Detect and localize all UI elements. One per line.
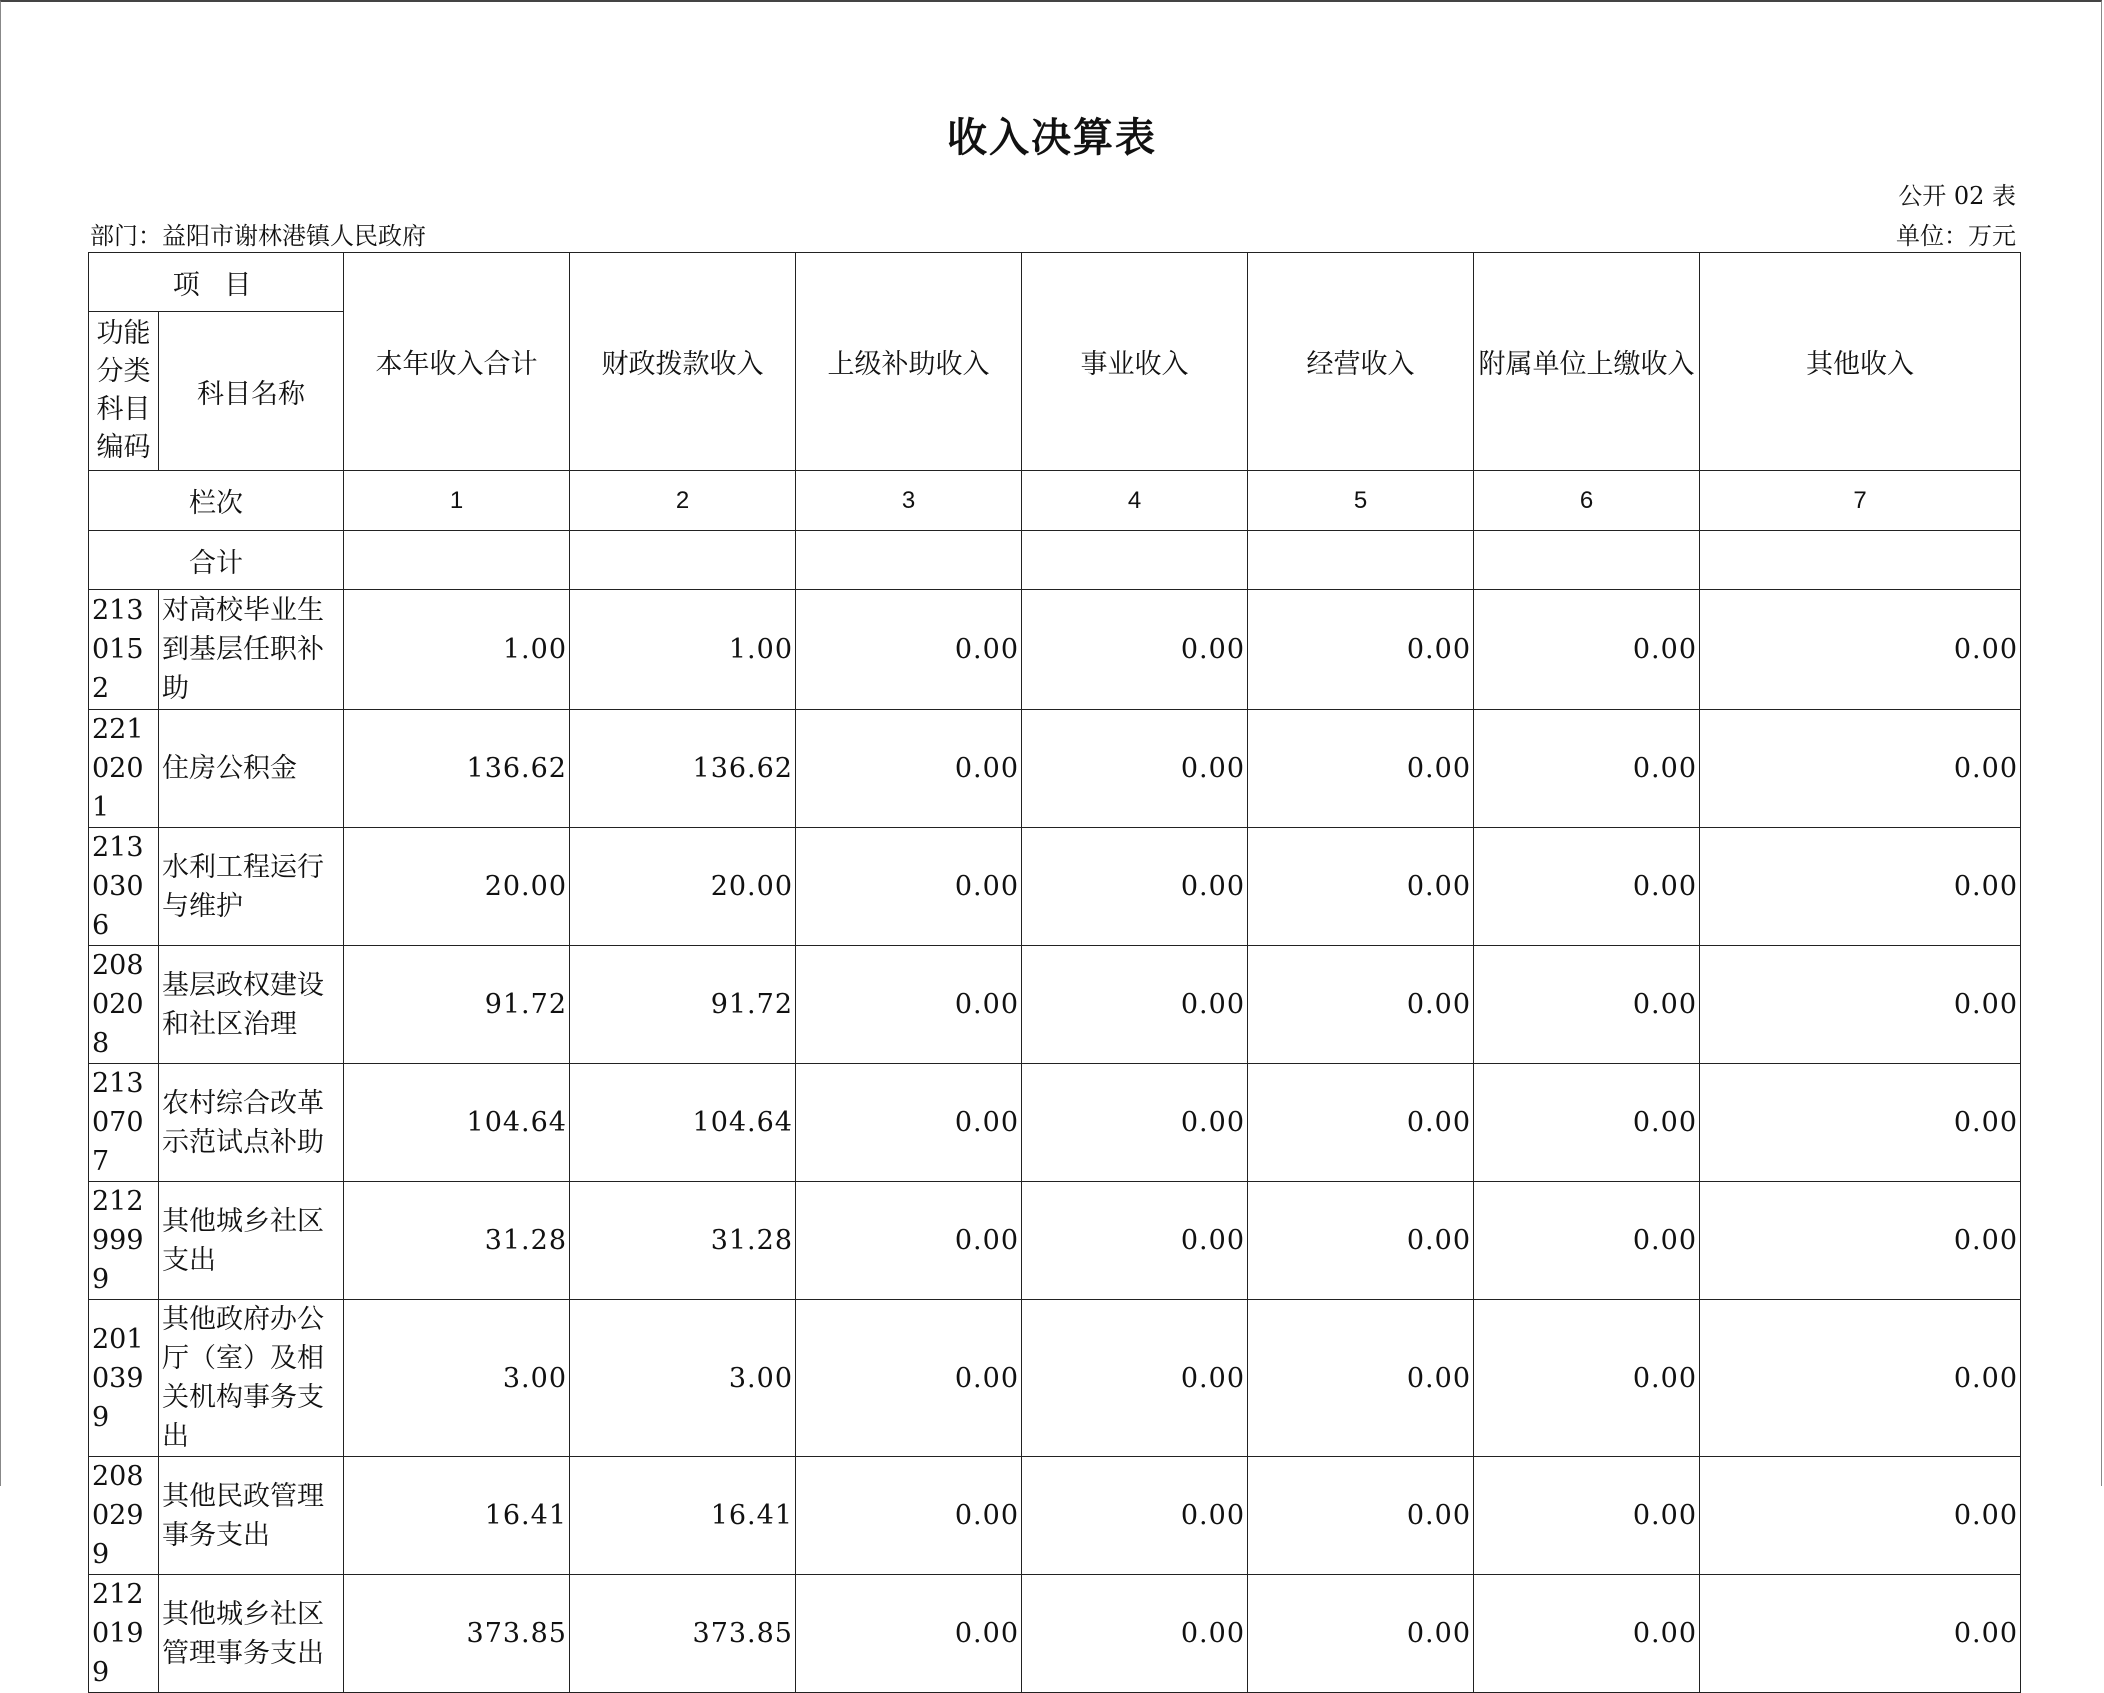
column-header: 事业收入: [1022, 253, 1248, 471]
subject-code: 2010399: [89, 1300, 159, 1457]
amount-cell: 0.00: [1474, 1300, 1700, 1457]
total-cell: [796, 531, 1022, 590]
amount-cell: 0.00: [1700, 710, 2021, 828]
amount-cell: 0.00: [1022, 946, 1248, 1064]
amount-cell: 0.00: [1700, 590, 2021, 710]
amount-cell: 20.00: [570, 828, 796, 946]
table-row: [89, 1300, 2021, 1457]
amount-cell: 0.00: [1248, 1064, 1474, 1182]
subject-code: 2080208: [89, 946, 159, 1064]
amount-cell: 0.00: [1022, 1575, 1248, 1693]
amount-cell: 0.00: [1022, 1457, 1248, 1575]
table-row: [89, 828, 2021, 946]
amount-cell: 0.00: [1700, 828, 2021, 946]
amount-cell: 0.00: [1474, 1064, 1700, 1182]
amount-cell: 16.41: [344, 1457, 570, 1575]
column-header: 经营收入: [1248, 253, 1474, 471]
column-header: 本年收入合计: [344, 253, 570, 471]
subject-code: 2210201: [89, 710, 159, 828]
amount-cell: 373.85: [570, 1575, 796, 1693]
subject-code: 2130152: [89, 590, 159, 710]
total-cell: [1474, 531, 1700, 590]
amount-cell: 104.64: [570, 1064, 796, 1182]
table-row: [89, 1182, 2021, 1300]
income-table: [88, 252, 2021, 1693]
amount-cell: 0.00: [796, 946, 1022, 1064]
code-header: 功能分类科目编码: [89, 312, 159, 471]
amount-cell: 0.00: [1022, 590, 1248, 710]
page-title: 收入决算表: [947, 114, 1157, 161]
department-line: [90, 216, 426, 251]
table-row: [89, 590, 2021, 710]
index-cell: 5: [1248, 471, 1474, 531]
unit-label: 单位：: [1896, 222, 1968, 250]
amount-cell: 0.00: [1022, 1064, 1248, 1182]
amount-cell: 0.00: [1474, 828, 1700, 946]
table-row: [89, 710, 2021, 828]
subject-name: 基层政权建设和社区治理: [159, 946, 344, 1064]
amount-cell: 91.72: [344, 946, 570, 1064]
amount-cell: 0.00: [1248, 1300, 1474, 1457]
name-header: 科目名称: [159, 312, 344, 471]
total-cell: [1700, 531, 2021, 590]
table-row: [89, 1575, 2021, 1693]
amount-cell: 136.62: [570, 710, 796, 828]
subject-name: 其他政府办公厅（室）及相关机构事务支出: [159, 1300, 344, 1457]
amount-cell: 0.00: [1700, 1064, 2021, 1182]
amount-cell: 0.00: [1248, 710, 1474, 828]
table-row: [89, 1064, 2021, 1182]
total-cell: [1022, 531, 1248, 590]
department-label: 部门：: [90, 222, 162, 250]
amount-cell: 0.00: [796, 1182, 1022, 1300]
project-header-label: 项 目: [172, 269, 260, 301]
amount-cell: 0.00: [1248, 1182, 1474, 1300]
amount-cell: 1.00: [344, 590, 570, 710]
amount-cell: 3.00: [570, 1300, 796, 1457]
amount-cell: 16.41: [570, 1457, 796, 1575]
subject-code: 2120199: [89, 1575, 159, 1693]
unit-value: 万元: [1968, 222, 2016, 250]
index-cell: 3: [796, 471, 1022, 531]
column-header: 上级补助收入: [796, 253, 1022, 471]
amount-cell: 31.28: [344, 1182, 570, 1300]
amount-cell: 0.00: [1248, 590, 1474, 710]
subject-name: 水利工程运行与维护: [159, 828, 344, 946]
subject-name: 农村综合改革示范试点补助: [159, 1064, 344, 1182]
column-header: 其他收入: [1700, 253, 2021, 471]
total-cell: [344, 531, 570, 590]
amount-cell: 0.00: [1022, 828, 1248, 946]
amount-cell: 0.00: [796, 828, 1022, 946]
subject-name: 其他城乡社区管理事务支出: [159, 1575, 344, 1693]
subject-name: 其他城乡社区支出: [159, 1182, 344, 1300]
amount-cell: 0.00: [1700, 1575, 2021, 1693]
table-row: [89, 1457, 2021, 1575]
amount-cell: 0.00: [1248, 828, 1474, 946]
amount-cell: 0.00: [1700, 946, 2021, 1064]
amount-cell: 136.62: [344, 710, 570, 828]
subject-code: 2130707: [89, 1064, 159, 1182]
amount-cell: 0.00: [1022, 1182, 1248, 1300]
amount-cell: 0.00: [796, 1575, 1022, 1693]
department-name: 益阳市谢林港镇人民政府: [162, 222, 426, 250]
column-header: 财政拨款收入: [570, 253, 796, 471]
amount-cell: 0.00: [796, 710, 1022, 828]
unit-line: [1896, 216, 2016, 251]
total-label: 合计: [89, 531, 344, 590]
subject-code: 2080299: [89, 1457, 159, 1575]
amount-cell: 0.00: [796, 1064, 1022, 1182]
amount-cell: 373.85: [344, 1575, 570, 1693]
index-cell: 2: [570, 471, 796, 531]
subject-name: 住房公积金: [159, 710, 344, 828]
amount-cell: 3.00: [344, 1300, 570, 1457]
amount-cell: 0.00: [1248, 1457, 1474, 1575]
subject-name: 其他民政管理事务支出: [159, 1457, 344, 1575]
index-cell: 6: [1474, 471, 1700, 531]
amount-cell: 1.00: [570, 590, 796, 710]
subject-code: 2129999: [89, 1182, 159, 1300]
amount-cell: 0.00: [1474, 1457, 1700, 1575]
amount-cell: 0.00: [1474, 1575, 1700, 1693]
table-row: [89, 946, 2021, 1064]
amount-cell: 0.00: [1700, 1457, 2021, 1575]
project-header: [89, 253, 344, 312]
header-row-project: [89, 253, 2021, 312]
index-row: [89, 471, 2021, 531]
amount-cell: 104.64: [344, 1064, 570, 1182]
amount-cell: 20.00: [344, 828, 570, 946]
amount-cell: 0.00: [1474, 946, 1700, 1064]
amount-cell: 0.00: [1248, 946, 1474, 1064]
amount-cell: 91.72: [570, 946, 796, 1064]
amount-cell: 0.00: [1700, 1182, 2021, 1300]
index-cell: 4: [1022, 471, 1248, 531]
total-cell: [1248, 531, 1474, 590]
amount-cell: 0.00: [1474, 1182, 1700, 1300]
amount-cell: 0.00: [796, 1457, 1022, 1575]
amount-cell: 31.28: [570, 1182, 796, 1300]
total-row: [89, 531, 2021, 590]
index-cell: 7: [1700, 471, 2021, 531]
subject-code: 2130306: [89, 828, 159, 946]
amount-cell: 0.00: [796, 1300, 1022, 1457]
index-label: 栏次: [89, 471, 344, 531]
form-number: 公开 02 表: [1898, 182, 2016, 210]
amount-cell: 0.00: [1474, 590, 1700, 710]
subject-name: 对高校毕业生到基层任职补助: [159, 590, 344, 710]
amount-cell: 0.00: [1474, 710, 1700, 828]
amount-cell: 0.00: [1700, 1300, 2021, 1457]
amount-cell: 0.00: [1022, 710, 1248, 828]
total-cell: [570, 531, 796, 590]
amount-cell: 0.00: [1022, 1300, 1248, 1457]
index-cell: 1: [344, 471, 570, 531]
amount-cell: 0.00: [1248, 1575, 1474, 1693]
column-header: 附属单位上缴收入: [1474, 253, 1700, 471]
amount-cell: 0.00: [796, 590, 1022, 710]
